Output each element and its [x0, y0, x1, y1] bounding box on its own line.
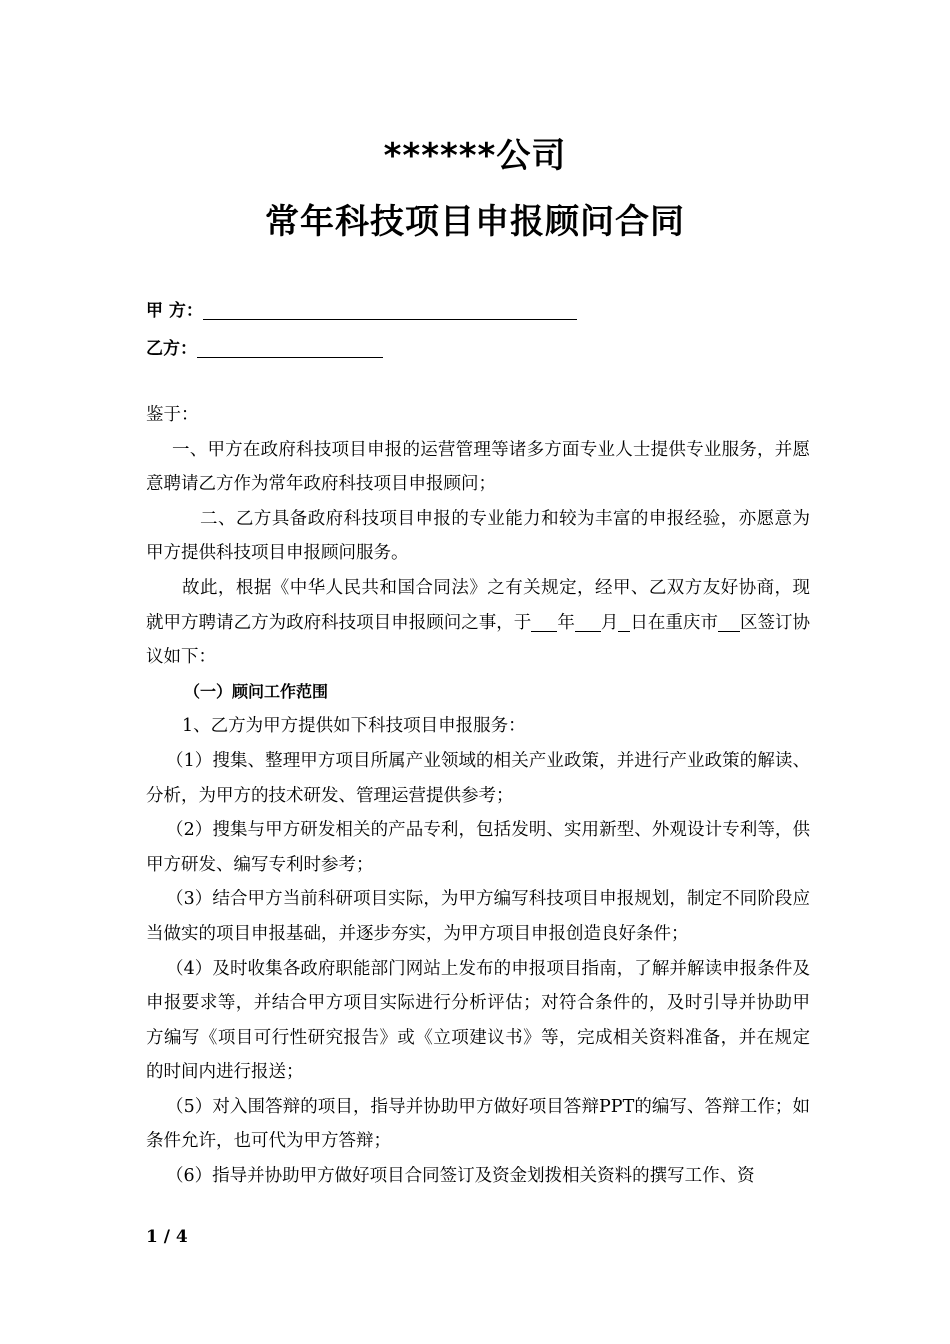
month-blank: [575, 615, 601, 632]
page-number: 1 / 4: [146, 1227, 188, 1247]
item-1: 1、乙方为甲方提供如下科技项目申报服务：: [182, 716, 526, 737]
paragraph-3-day: 日在重庆市: [630, 612, 718, 633]
document-title-contract: 常年科技项目申报顾问合同: [265, 202, 685, 242]
paragraph-3-month: 月: [600, 612, 619, 633]
party-b-blank: [197, 341, 383, 358]
district-blank: [718, 615, 740, 632]
paragraph-3: [146, 571, 810, 675]
paragraph-3-text-a: 故此，根据《中华人民共和国合同法》之有关规定，经甲、乙双方友好协商，现就甲方聘请乙方为政府科技项目申报顾问之事，于: [146, 577, 810, 633]
party-a-label: 甲 方：: [146, 301, 203, 321]
contract-body: [146, 398, 810, 1194]
preamble: 鉴于：: [146, 405, 199, 425]
party-b-row: [146, 334, 383, 359]
sub-item-1: （1）搜集、整理甲方项目所属产业领域的相关产业政策，并进行产业政策的解读、分析，为甲方的技术研发、管理运营提供参考；: [146, 750, 810, 806]
sub-item-2: （2）搜集与甲方研发相关的产品专利，包括发明、实用新型、外观设计专利等，供甲方研发、编写专利时参考；: [146, 820, 810, 875]
section-heading-1: （一）顾问工作范围: [184, 681, 329, 701]
party-b-label: 乙方：: [146, 339, 197, 359]
paragraph-3-text-b: 区签订协议如下：: [146, 612, 811, 668]
sub-item-4: （4）及时收集各政府职能部门网站上发布的申报项目指南，了解并解读申报条件及申报要求等，并结合甲方项目实际进行分析评估；对符合条件的，及时引导并协助甲方编写《项目可行性研究报告》或《立项建议书》等，完成相关资料准备，并在规定的时间内进行报送；: [146, 958, 810, 1083]
paragraph-1: 一、甲方在政府科技项目申报的运营管理等诸多方面专业人士提供专业服务，并愿意聘请乙方作为常年政府科技项目申报顾问；: [146, 439, 810, 495]
sub-item-6: （6）指导并协助甲方做好项目合同签订及资金划拨相关资料的撰写工作、资: [166, 1166, 755, 1187]
year-blank: [531, 615, 557, 632]
party-a-row: [146, 296, 577, 321]
party-a-blank: [203, 303, 577, 320]
document-title-company: ******公司: [383, 136, 567, 176]
sub-item-3: （3）结合甲方当前科研项目实际，为甲方编写科技项目申报规划，制定不同阶段应当做实的项目申报基础，并逐步夯实，为甲方项目申报创造良好条件；: [146, 889, 810, 944]
sub-item-5: （5）对入围答辩的项目，指导并协助甲方做好项目答辩PPT的编写、答辩工作；如条件允许，也可代为甲方答辩；: [146, 1096, 810, 1152]
day-blank: [618, 615, 630, 632]
paragraph-2: 二、乙方具备政府科技项目申报的专业能力和较为丰富的申报经验，亦愿意为甲方提供科技项目申报顾问服务。: [146, 508, 810, 564]
paragraph-3-year: 年: [557, 612, 575, 633]
